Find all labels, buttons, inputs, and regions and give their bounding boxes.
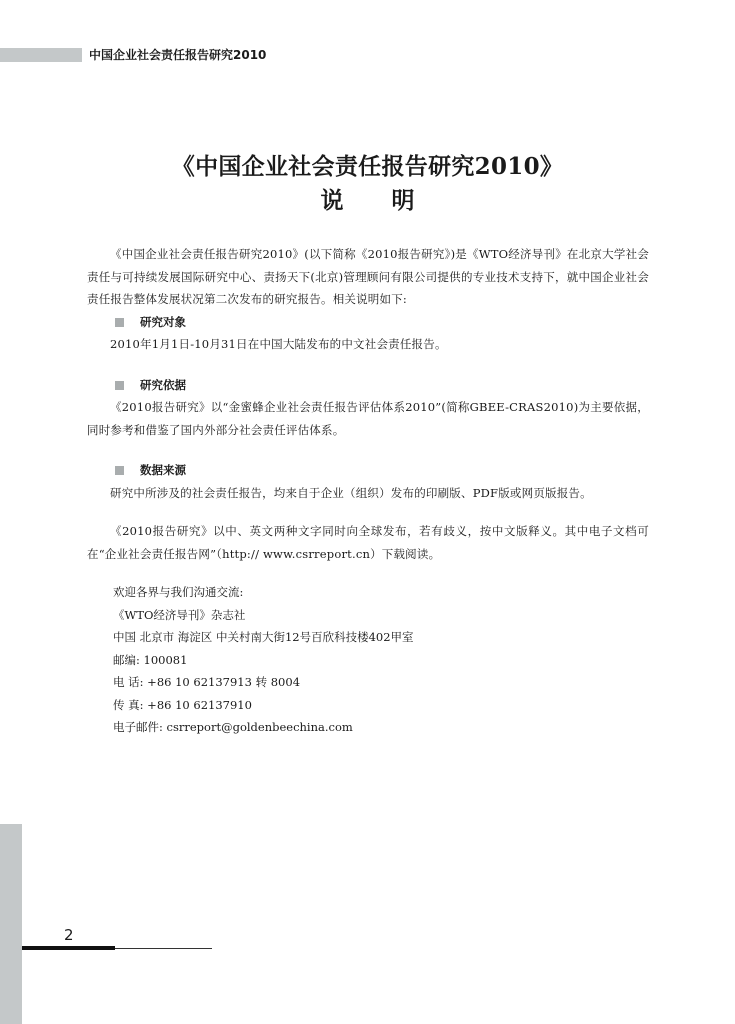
contact-address: 中国 北京市 海淀区 中关村南大街12号百欣科技楼402甲室 [113,630,414,644]
publication-note: 《2010报告研究》以中、英文两种文字同时向全球发布，若有歧义，按中文版释义。其中电子文档可在“企业社会责任报告网”（http:// www.csrreport.cn）下载阅读。 [87,524,649,561]
contact-postcode: 邮编: 100081 [113,652,188,667]
section-body-research-basis: 《2010报告研究》以“金蜜蜂企业社会责任报告评估体系2010”(简称GBEE-CRAS2010)为主要依据，同时参考和借鉴了国内外部分社会责任评估体系。 [87,400,649,437]
square-bullet-icon [115,318,124,327]
section-body-research-object: 2010年1月1日-10月31日在中国大陆发布的中文社会责任报告。 [110,337,447,351]
subtitle-char-1: 说 [320,187,344,214]
footer-rule-thick [22,946,115,950]
square-bullet-icon [115,466,124,475]
contact-fax: 传 真: +86 10 62137910 [113,697,252,712]
page-number: 2 [64,926,74,944]
subtitle-char-2: 明 [391,187,415,214]
contact-phone: 电 话: +86 10 62137913 转 8004 [113,675,301,689]
running-header-title: 中国企业社会责任报告研究2010 [89,48,267,62]
document-title: 《中国企业社会责任报告研究2010》 [171,153,564,180]
section-heading-data-source: 数据来源 [87,459,649,482]
contact-email: 电子邮件: csrreport@goldenbeechina.com [113,720,353,734]
section-heading-research-basis: 研究依据 [87,374,649,397]
footer-rule-thin [115,948,212,949]
header-band [0,48,82,62]
square-bullet-icon [115,381,124,390]
intro-paragraph: 《中国企业社会责任报告研究2010》(以下简称《2010报告研究》)是《WTO经济导刊》在北京大学社会责任与可持续发展国际研究中心、责扬天下(北京)管理顾问有限公司提供的专业技术支持下，就中国企业社会责任报告整体发展状况第二次发布的研究报告。相关说明如下: [87,247,649,306]
section-heading-research-object: 研究对象 [87,311,649,334]
side-band [0,824,22,1024]
document-body [87,243,649,739]
document-subtitle [0,186,735,216]
contact-org: 《WTO经济导刊》杂志社 [113,607,246,622]
contact-greeting: 欢迎各界与我们沟通交流: [113,585,244,599]
section-body-data-source: 研究中所涉及的社会责任报告，均来自于企业（组织）发布的印刷版、PDF版或网页版报告。 [110,485,592,500]
